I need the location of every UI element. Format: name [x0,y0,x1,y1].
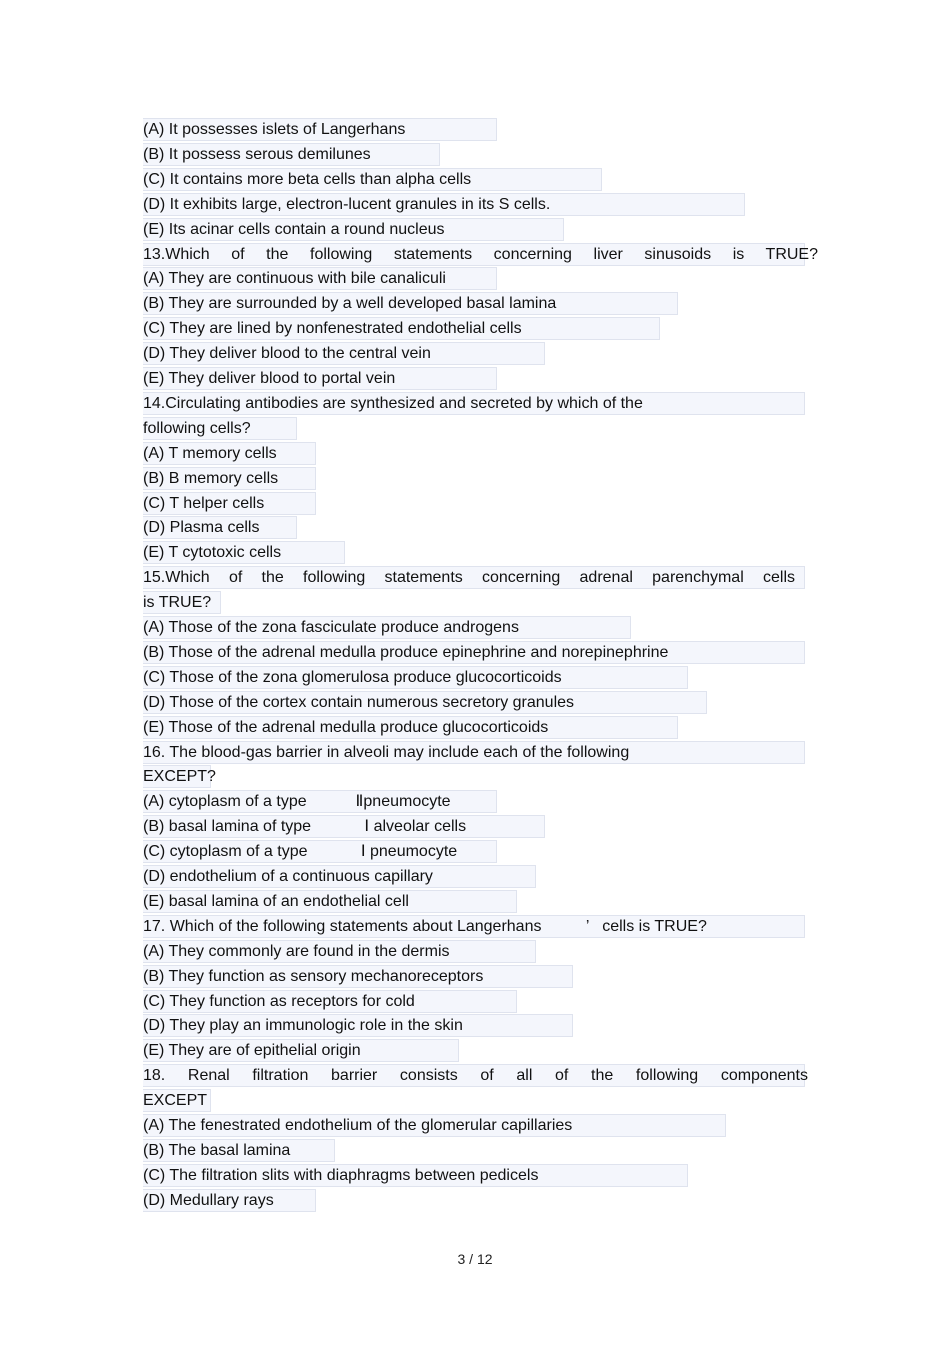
answer-option [143,940,450,964]
line-text: (D) Those of the cortex contain numerous secretory granules [143,693,575,711]
question-stem [143,1064,808,1088]
answer-option [143,492,264,516]
answer-option [143,641,668,665]
line-text: (B) They function as sensory mechanoreceptors [143,967,484,985]
answer-option [143,342,431,366]
answer-option [143,965,483,989]
line-text: 13.Which of the following statements concerning liver sinusoids is TRUE? [143,245,818,263]
line-text: (C) cytoplasm of a type Ⅰ pneumocyte [143,843,458,861]
question-stem [143,915,707,939]
line-text: (A) They are continuous with bile canaliculi [143,270,446,288]
line-text: following cells? [143,419,251,437]
line-text: (B) The basal lamina [143,1141,291,1159]
answer-option [143,1139,290,1163]
line-text: (D) It exhibits large, electron-lucent granules in its S cells. [143,195,551,213]
question-stem-continuation [143,417,251,441]
question-stem [143,243,818,267]
answer-option [143,840,457,864]
line-text: (C) The filtration slits with diaphragms between pedicels [143,1166,539,1184]
answer-option [143,267,446,291]
line-text: (B) basal lamina of type Ⅰ alveolar cells [143,818,467,836]
line-text: (C) It contains more beta cells than alpha cells [143,170,472,188]
question-stem-continuation [143,591,211,615]
answer-option [143,143,371,167]
line-text: (E) Those of the adrenal medulla produce glucocorticoids [143,718,549,736]
question-stem-continuation [143,765,216,789]
page-number: 3 / 12 [457,1251,493,1267]
answer-option [143,616,519,640]
line-text: 14.Circulating antibodies are synthesized and secreted by which of the [143,394,643,412]
line-text: (C) They are lined by nonfenestrated endothelial cells [143,320,522,338]
answer-option [143,1039,361,1063]
question-stem [143,741,629,765]
answer-option [143,815,466,839]
question-stem-continuation [143,1089,207,1113]
line-text: 17. Which of the following statements about Langerhans ’ cells is TRUE? [143,917,707,935]
answer-option [143,1189,274,1213]
line-text: (A) cytoplasm of a type Ⅱpneumocyte [143,793,451,811]
line-text: (A) Those of the zona fasciculate produce androgens [143,619,519,636]
line-text: is TRUE? [143,594,212,612]
line-text: (E) T cytotoxic cells [143,544,282,562]
line-text: (B) Those of the adrenal medulla produce epinephrine and norepinephrine [143,643,669,661]
line-text: (E) They deliver blood to portal vein [143,370,396,387]
answer-option [143,218,444,242]
line-text: (D) endothelium of a continuous capillary [143,868,433,885]
answer-option [143,168,471,192]
line-text: (D) Plasma cells [143,519,260,537]
line-text: (D) They play an immunologic role in the skin [143,1017,463,1035]
line-text: (E) Its acinar cells contain a round nucleus [143,220,445,238]
answer-option [143,990,415,1014]
answer-option [143,367,395,391]
line-text: 15.Which of the following statements concerning adrenal parenchymal cells [143,569,795,587]
line-text: (A) It possesses islets of Langerhans [143,121,406,138]
answer-option [143,118,405,142]
answer-option [143,1014,463,1038]
answer-option [143,691,574,715]
answer-option [143,790,451,814]
answer-option [143,666,562,690]
line-text: (D) They deliver blood to the central vein [143,345,431,363]
line-text: (E) They are of epithelial origin [143,1042,361,1060]
line-text: 18. Renal filtration barrier consists of all of the following components [143,1067,808,1085]
question-stem [143,392,643,416]
answer-option [143,541,281,565]
answer-option [143,1164,538,1188]
answer-option [143,716,548,740]
line-text: (D) Medullary rays [143,1191,274,1209]
line-text: EXCEPT [143,1092,208,1110]
line-text: 16. The blood-gas barrier in alveoli may include each of the following [143,743,630,761]
line-text: (A) T memory cells [143,444,277,462]
line-text: (C) Those of the zona glomerulosa produce glucocorticoids [143,668,562,686]
line-text: (E) basal lamina of an endothelial cell [143,892,409,910]
answer-option [143,442,277,466]
answer-option [143,516,259,540]
question-stem [143,566,795,590]
answer-option [143,317,522,341]
line-text: EXCEPT? [143,768,216,786]
line-text: (A) The fenestrated endothelium of the glomerular capillaries [143,1117,573,1134]
line-text: (B) B memory cells [143,469,279,487]
answer-option [143,1114,572,1138]
line-text: (B) It possess serous demilunes [143,145,371,163]
answer-option [143,467,278,491]
line-text: (B) They are surrounded by a well developed basal lamina [143,295,557,313]
line-text: (C) They function as receptors for cold [143,992,415,1010]
answer-option [143,865,433,889]
line-text: (A) They commonly are found in the dermis [143,942,450,960]
line-text: (C) T helper cells [143,494,265,512]
answer-option [143,292,556,316]
answer-option [143,193,550,217]
answer-option [143,890,409,914]
